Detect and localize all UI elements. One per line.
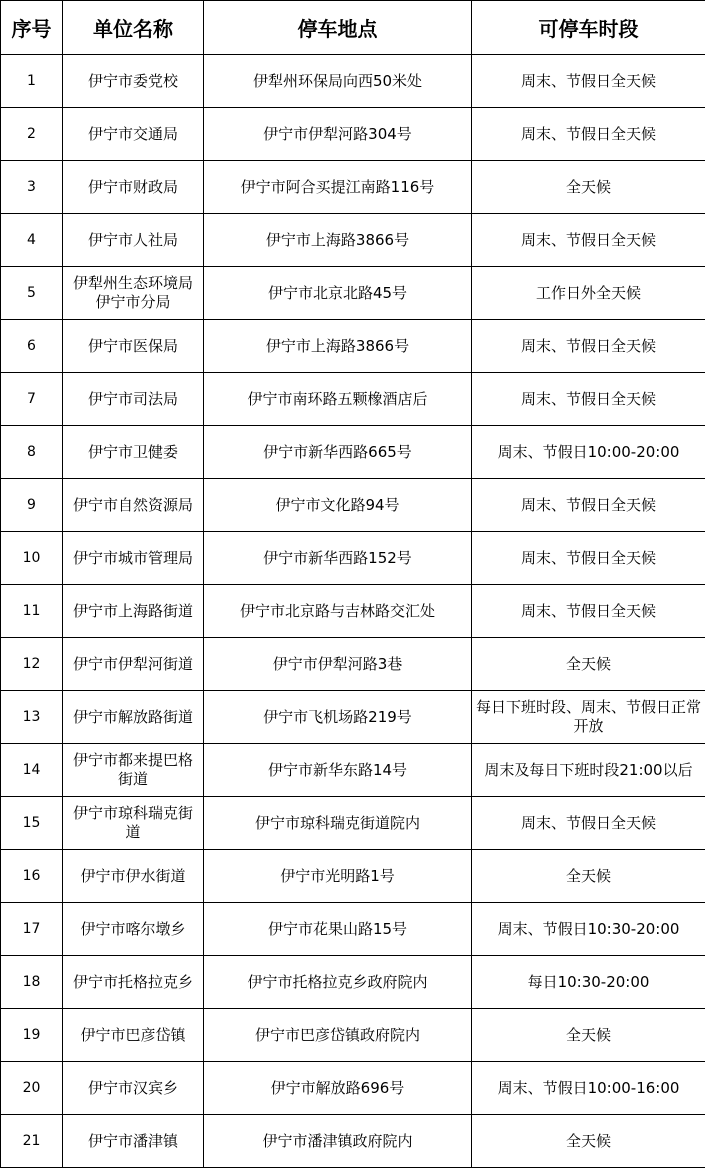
header-parking-location: 停车地点 — [204, 1, 472, 55]
header-unit-name: 单位名称 — [63, 1, 204, 55]
cell-index: 17 — [1, 903, 63, 956]
cell-parking-location: 伊宁市新华西路665号 — [204, 426, 472, 479]
table-row — [1, 55, 705, 108]
cell-index: 11 — [1, 585, 63, 638]
cell-unit-name: 伊宁市财政局 — [63, 161, 204, 214]
cell-index: 2 — [1, 108, 63, 161]
cell-index: 3 — [1, 161, 63, 214]
cell-index: 7 — [1, 373, 63, 426]
cell-unit-name: 伊宁市都来提巴格街道 — [63, 744, 204, 797]
cell-index: 9 — [1, 479, 63, 532]
cell-parking-location: 伊宁市托格拉克乡政府院内 — [204, 956, 472, 1009]
cell-parking-hours: 工作日外全天候 — [472, 267, 705, 320]
table-header-row — [1, 1, 705, 55]
cell-parking-hours: 周末、节假日全天候 — [472, 373, 705, 426]
table-row — [1, 744, 705, 797]
cell-parking-location: 伊宁市琼科瑞克街道院内 — [204, 797, 472, 850]
cell-parking-location: 伊宁市解放路696号 — [204, 1062, 472, 1115]
table-row — [1, 1115, 705, 1168]
cell-index: 12 — [1, 638, 63, 691]
header-index: 序号 — [1, 1, 63, 55]
table-body — [1, 55, 705, 1168]
cell-index: 18 — [1, 956, 63, 1009]
cell-index: 1 — [1, 55, 63, 108]
cell-unit-name: 伊宁市上海路街道 — [63, 585, 204, 638]
table-row — [1, 320, 705, 373]
cell-parking-hours: 周末、节假日10:00-16:00 — [472, 1062, 705, 1115]
table-row — [1, 479, 705, 532]
cell-unit-name: 伊宁市巴彦岱镇 — [63, 1009, 204, 1062]
cell-unit-name: 伊宁市解放路街道 — [63, 691, 204, 744]
cell-unit-name: 伊宁市交通局 — [63, 108, 204, 161]
cell-parking-location: 伊宁市潘津镇政府院内 — [204, 1115, 472, 1168]
cell-index: 15 — [1, 797, 63, 850]
table-row — [1, 214, 705, 267]
cell-unit-name: 伊宁市潘津镇 — [63, 1115, 204, 1168]
cell-parking-hours: 全天候 — [472, 638, 705, 691]
cell-parking-location: 伊宁市新华东路14号 — [204, 744, 472, 797]
cell-unit-name: 伊宁市伊水街道 — [63, 850, 204, 903]
cell-parking-hours: 周末、节假日全天候 — [472, 479, 705, 532]
cell-index: 14 — [1, 744, 63, 797]
cell-index: 6 — [1, 320, 63, 373]
cell-parking-location: 伊宁市新华西路152号 — [204, 532, 472, 585]
cell-parking-hours: 每日下班时段、周末、节假日正常开放 — [472, 691, 705, 744]
table-row — [1, 532, 705, 585]
cell-unit-name: 伊宁市喀尔墩乡 — [63, 903, 204, 956]
cell-parking-location: 伊宁市光明路1号 — [204, 850, 472, 903]
cell-parking-location: 伊宁市巴彦岱镇政府院内 — [204, 1009, 472, 1062]
cell-parking-location: 伊宁市北京路与吉林路交汇处 — [204, 585, 472, 638]
header-parking-hours: 可停车时段 — [472, 1, 705, 55]
cell-parking-hours: 全天候 — [472, 161, 705, 214]
cell-parking-hours: 每日10:30-20:00 — [472, 956, 705, 1009]
cell-parking-hours: 周末、节假日10:30-20:00 — [472, 903, 705, 956]
cell-parking-hours: 周末、节假日全天候 — [472, 585, 705, 638]
table-row — [1, 903, 705, 956]
cell-index: 21 — [1, 1115, 63, 1168]
table-row — [1, 373, 705, 426]
cell-parking-location: 伊宁市北京北路45号 — [204, 267, 472, 320]
cell-index: 20 — [1, 1062, 63, 1115]
table-row — [1, 691, 705, 744]
table-row — [1, 1009, 705, 1062]
cell-unit-name: 伊宁市医保局 — [63, 320, 204, 373]
cell-parking-hours: 周末、节假日10:00-20:00 — [472, 426, 705, 479]
cell-parking-hours: 周末、节假日全天候 — [472, 532, 705, 585]
cell-index: 19 — [1, 1009, 63, 1062]
cell-unit-name: 伊宁市汉宾乡 — [63, 1062, 204, 1115]
cell-parking-hours: 全天候 — [472, 1009, 705, 1062]
cell-parking-hours: 周末及每日下班时段21:00以后 — [472, 744, 705, 797]
cell-index: 10 — [1, 532, 63, 585]
cell-parking-location: 伊宁市伊犁河路3巷 — [204, 638, 472, 691]
table-row — [1, 585, 705, 638]
table-row — [1, 1062, 705, 1115]
cell-unit-name: 伊宁市城市管理局 — [63, 532, 204, 585]
cell-unit-name: 伊宁市自然资源局 — [63, 479, 204, 532]
cell-parking-hours: 全天候 — [472, 1115, 705, 1168]
cell-unit-name: 伊宁市委党校 — [63, 55, 204, 108]
cell-index: 8 — [1, 426, 63, 479]
cell-parking-location: 伊宁市飞机场路219号 — [204, 691, 472, 744]
table-row — [1, 956, 705, 1009]
cell-parking-hours: 周末、节假日全天候 — [472, 320, 705, 373]
cell-unit-name: 伊宁市人社局 — [63, 214, 204, 267]
cell-unit-name: 伊犁州生态环境局伊宁市分局 — [63, 267, 204, 320]
cell-parking-location: 伊宁市花果山路15号 — [204, 903, 472, 956]
table-row — [1, 638, 705, 691]
table-row — [1, 161, 705, 214]
table-row — [1, 850, 705, 903]
cell-parking-hours: 周末、节假日全天候 — [472, 55, 705, 108]
cell-parking-hours: 周末、节假日全天候 — [472, 214, 705, 267]
cell-index: 4 — [1, 214, 63, 267]
cell-parking-location: 伊宁市文化路94号 — [204, 479, 472, 532]
table-row — [1, 267, 705, 320]
cell-index: 13 — [1, 691, 63, 744]
cell-parking-location: 伊宁市上海路3866号 — [204, 214, 472, 267]
cell-unit-name: 伊宁市琼科瑞克街道 — [63, 797, 204, 850]
cell-index: 16 — [1, 850, 63, 903]
table-row — [1, 108, 705, 161]
cell-parking-hours: 周末、节假日全天候 — [472, 108, 705, 161]
table-row — [1, 426, 705, 479]
cell-parking-location: 伊宁市上海路3866号 — [204, 320, 472, 373]
cell-parking-hours: 全天候 — [472, 850, 705, 903]
table-row — [1, 797, 705, 850]
cell-unit-name: 伊宁市司法局 — [63, 373, 204, 426]
cell-parking-location: 伊犁州环保局向西50米处 — [204, 55, 472, 108]
cell-unit-name: 伊宁市伊犁河街道 — [63, 638, 204, 691]
cell-unit-name: 伊宁市托格拉克乡 — [63, 956, 204, 1009]
cell-parking-location: 伊宁市南环路五颗橡酒店后 — [204, 373, 472, 426]
cell-index: 5 — [1, 267, 63, 320]
cell-parking-hours: 周末、节假日全天候 — [472, 797, 705, 850]
cell-parking-location: 伊宁市阿合买提江南路116号 — [204, 161, 472, 214]
cell-unit-name: 伊宁市卫健委 — [63, 426, 204, 479]
cell-parking-location: 伊宁市伊犁河路304号 — [204, 108, 472, 161]
